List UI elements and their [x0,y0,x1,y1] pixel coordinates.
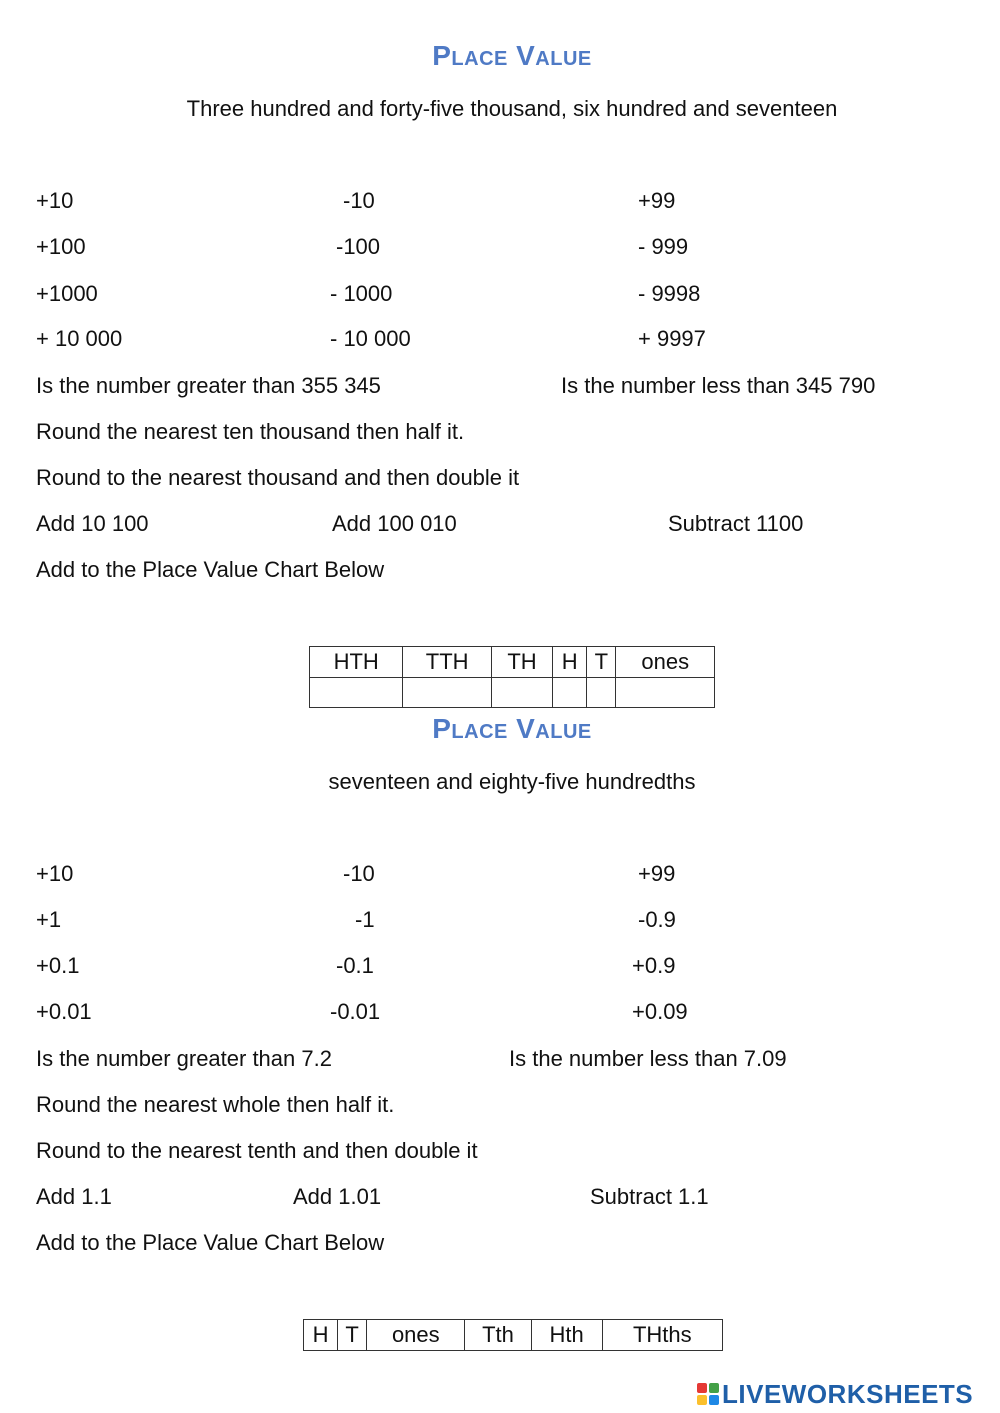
s1-r4-c3: + 9997 [638,326,706,351]
s2-r2-c1: +1 [36,907,62,932]
s1-r4-c1: + 10 000 [36,326,123,351]
s1-chart-cell[interactable] [310,678,403,708]
s2-r4-c2: -0.01 [330,999,381,1024]
s1-chart-cell[interactable] [403,678,491,708]
s2-r3-c3: +0.9 [632,953,676,978]
s1-chart-cell[interactable] [491,678,552,708]
s1-r2-c1: +100 [36,234,86,259]
s1-chart-header: TTH [403,647,491,678]
s1-chart-header: ones [616,647,715,678]
s2-compare-greater: Is the number greater than 7.2 [36,1046,332,1071]
s1-r1-c3: +99 [638,188,676,213]
section2-prompt: seventeen and eighty-five hundredths [328,769,696,794]
s2-op-add1: Add 1.1 [36,1184,112,1209]
s2-chart-header: ones [367,1320,465,1351]
s1-chart-header: T [587,647,616,678]
s2-chart-header: THths [602,1320,722,1351]
s2-op-subtract: Subtract 1.1 [590,1184,709,1209]
section2-title: Place Value [432,713,592,744]
s1-round-half: Round the nearest ten thousand then half it. [36,419,465,444]
s1-chart-header: HTH [310,647,403,678]
s2-place-value-chart [303,1319,723,1351]
s2-r1-c2: -10 [343,861,375,886]
s2-r3-c2: -0.1 [336,953,374,978]
s2-r3-c1: +0.1 [36,953,80,978]
s1-r3-c3: - 9998 [638,281,701,306]
s1-r4-c2: - 10 000 [330,326,411,351]
section1-title: Place Value [432,40,592,71]
s1-chart-cell[interactable] [553,678,587,708]
s2-chart-header: T [338,1320,367,1351]
s2-chart-header: Hth [531,1320,602,1351]
s2-r1-c3: +99 [638,861,676,886]
s2-r4-c1: +0.01 [36,999,92,1024]
s1-chart-cell[interactable] [616,678,715,708]
liveworksheets-logo-icon [696,1382,720,1406]
s1-chart-instruction: Add to the Place Value Chart Below [36,557,385,582]
s1-chart-cell[interactable] [587,678,616,708]
s1-op-add2: Add 100 010 [332,511,457,536]
s2-round-double: Round to the nearest tenth and then double it [36,1138,478,1163]
s1-place-value-chart [309,646,715,708]
section1-prompt: Three hundred and forty-five thousand, six hundred and seventeen [186,96,838,121]
s1-round-double: Round to the nearest thousand and then double it [36,465,520,490]
s2-compare-less: Is the number less than 7.09 [509,1046,787,1071]
s1-op-add1: Add 10 100 [36,511,149,536]
s1-r2-c2: -100 [336,234,381,259]
s2-r2-c2: -1 [355,907,375,932]
s1-r3-c1: +1000 [36,281,98,306]
s2-r2-c3: -0.9 [638,907,676,932]
s2-op-add2: Add 1.01 [293,1184,382,1209]
liveworksheets-brand [696,1377,973,1411]
s2-r1-c1: +10 [36,861,74,886]
s1-r3-c2: - 1000 [330,281,393,306]
s2-chart-header: H [304,1320,338,1351]
s1-chart-header: TH [491,647,552,678]
s1-r2-c3: - 999 [638,234,689,259]
s1-compare-less: Is the number less than 345 790 [561,373,876,398]
s2-chart-header: Tth [465,1320,531,1351]
liveworksheets-wordmark: LIVEWORKSHEETS [722,1378,974,1409]
s1-r1-c2: -10 [343,188,375,213]
s2-chart-instruction: Add to the Place Value Chart Below [36,1230,385,1255]
s1-chart-header: H [553,647,587,678]
s1-compare-greater: Is the number greater than 355 345 [36,373,381,398]
s1-r1-c1: +10 [36,188,74,213]
s1-op-subtract: Subtract 1100 [668,511,804,536]
s2-r4-c3: +0.09 [632,999,688,1024]
s2-round-half: Round the nearest whole then half it. [36,1092,395,1117]
